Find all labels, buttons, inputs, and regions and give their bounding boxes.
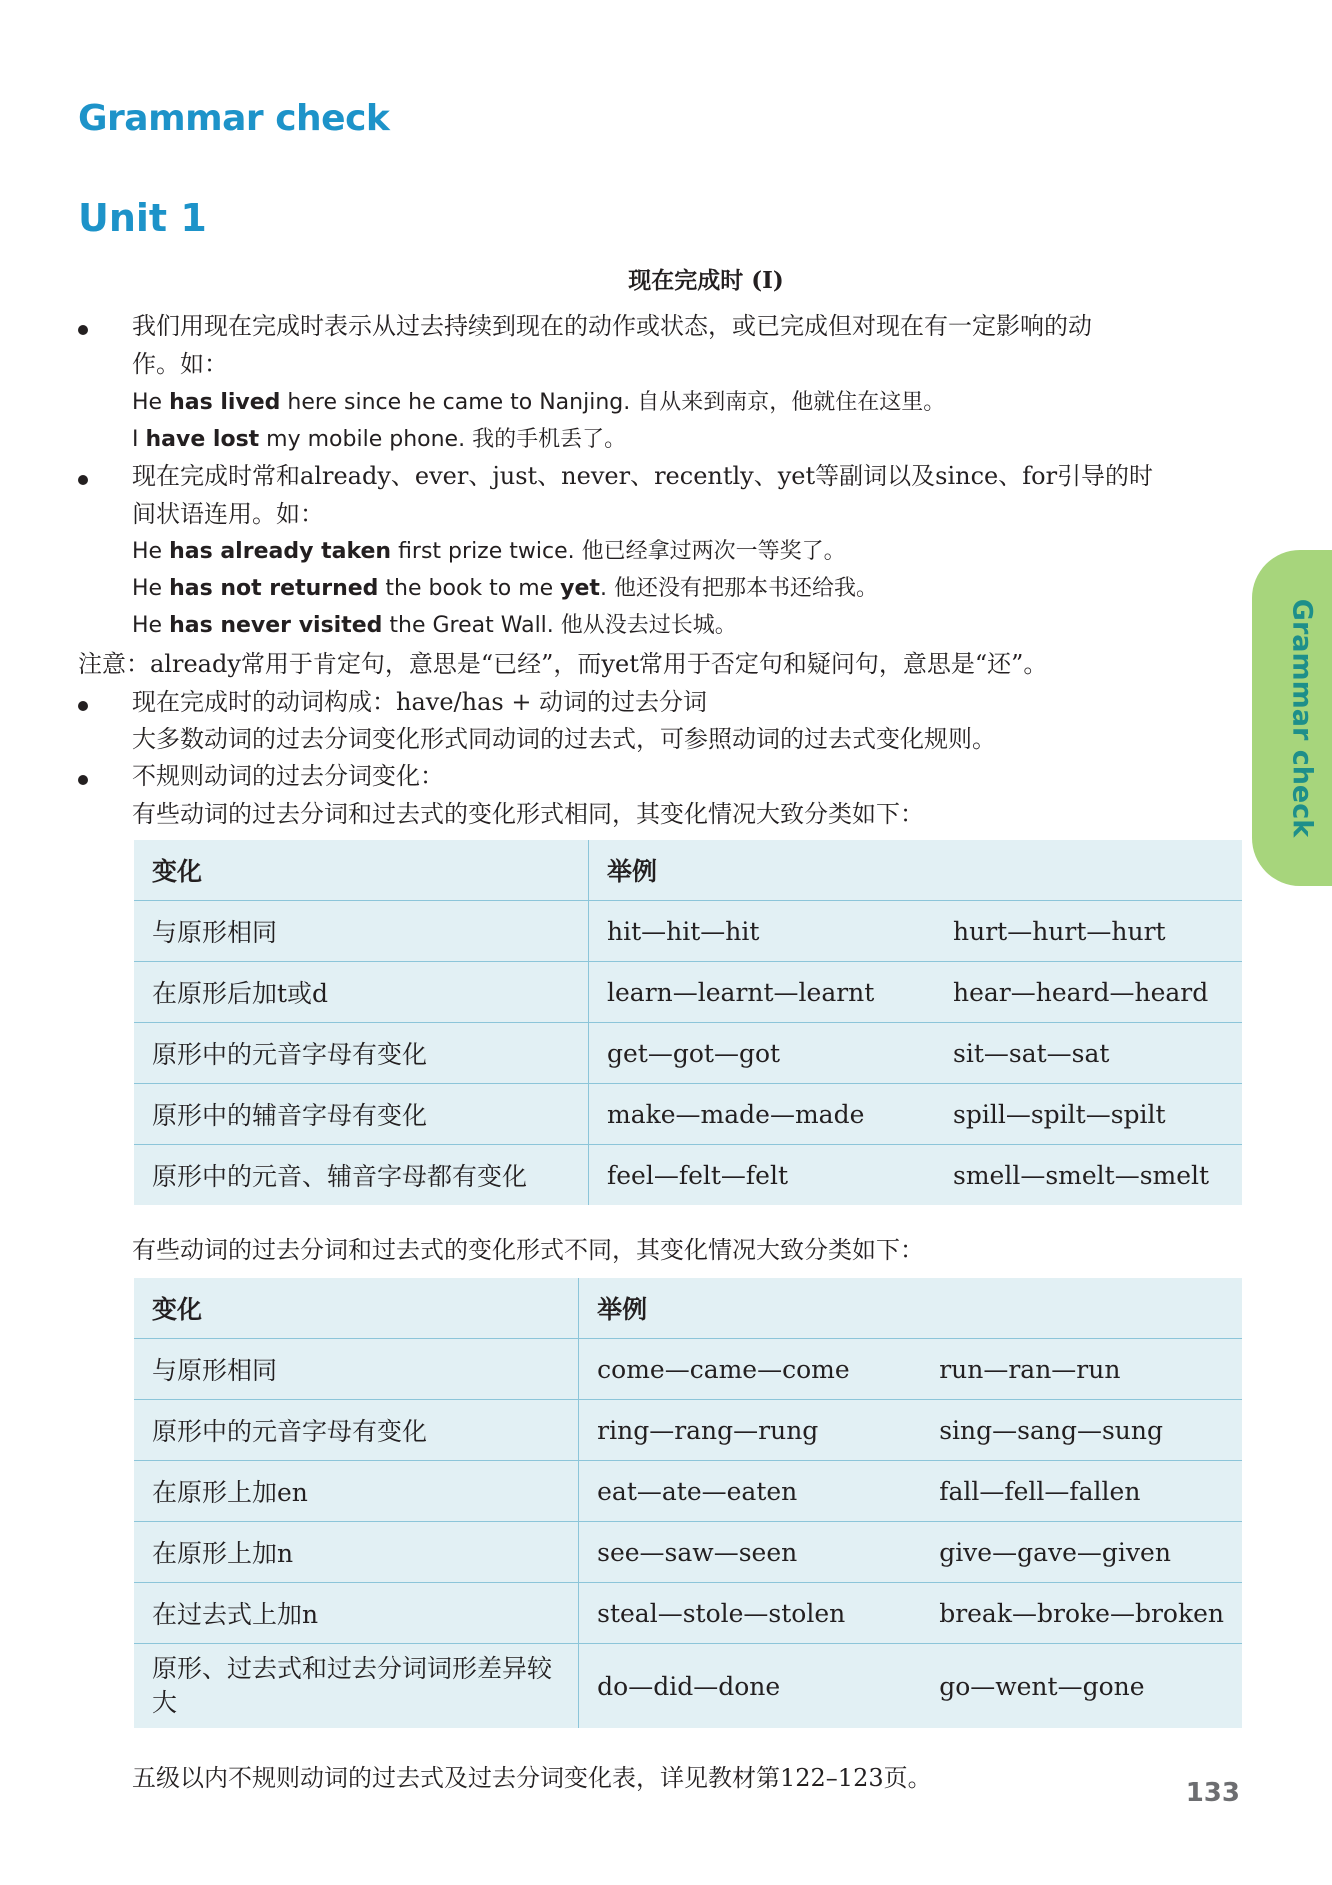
irregular-line-2: 有些动词的过去分词和过去式的变化形式相同，其变化情况大致分类如下： <box>132 800 924 828</box>
bullet-dot <box>78 475 88 485</box>
table-row: 原形中的元音字母有变化 get—got—got sit—sat—sat <box>134 1023 1242 1084</box>
table-row: 原形中的元音、辅音字母都有变化 feel—felt—felt smell—smelt—smelt <box>134 1145 1242 1206</box>
between-tables: 有些动词的过去分词和过去式的变化形式不同，其变化情况大致分类如下： <box>132 1236 924 1264</box>
side-tab <box>1252 550 1332 886</box>
bullet-dot <box>78 775 88 785</box>
unit-title: Unit 1 <box>78 196 207 240</box>
bullet-dot <box>78 701 88 711</box>
table-row: 在原形上加en eat—ate—eaten fall—fell—fallen <box>134 1461 1242 1522</box>
page-number: 133 <box>1185 1778 1240 1808</box>
example-1: He has lived here since he came to Nanjing. 自从来到南京，他就住在这里。 <box>132 390 946 415</box>
table-row: 在过去式上加n steal—stole—stolen break—broke—broken <box>134 1583 1242 1644</box>
table-row: 与原形相同 come—came—come run—ran—run <box>134 1339 1242 1400</box>
intro-line-2: 作。如： <box>132 350 228 378</box>
irregular-line-1: 不规则动词的过去分词变化： <box>132 762 444 790</box>
header-change: 变化 <box>134 840 589 901</box>
intro-line-1: 我们用现在完成时表示从过去持续到现在的动作或状态，或已完成但对现在有一定影响的动 <box>132 312 1092 340</box>
note: 注意：already常用于肯定句，意思是“已经”，而yet常用于否定句和疑问句，意思是“还”。 <box>78 650 1048 678</box>
adverbs-line-2: 间状语连用。如： <box>132 500 324 528</box>
form-line-1: 现在完成时的动词构成：have/has + 动词的过去分词 <box>132 688 708 716</box>
header-example: 举例 <box>579 1278 1242 1339</box>
section-title <box>0 262 1332 295</box>
example-2: I have lost my mobile phone. 我的手机丢了。 <box>132 427 627 452</box>
table-row: 原形中的辅音字母有变化 make—made—made spill—spilt—spilt <box>134 1084 1242 1145</box>
bullet-dot <box>78 325 88 335</box>
example-5: He has never visited the Great Wall. 他从没去过长城。 <box>132 613 737 638</box>
table-row: 在原形上加n see—saw—seen give—gave—given <box>134 1522 1242 1583</box>
header-change: 变化 <box>134 1278 579 1339</box>
table-row: 原形、过去式和过去分词词形差异较大 do—did—done go—went—gone <box>134 1644 1242 1729</box>
table-header-row <box>134 840 1242 901</box>
example-4: He has not returned the book to me yet. 他还没有把那本书还给我。 <box>132 576 878 601</box>
footer-note: 五级以内不规则动词的过去式及过去分词变化表，详见教材第122–123页。 <box>132 1764 932 1792</box>
form-line-2: 大多数动词的过去分词变化形式同动词的过去式，可参照动词的过去式变化规则。 <box>132 725 996 753</box>
table-header-row <box>134 1278 1242 1339</box>
adverbs-line-1: 现在完成时常和already、ever、just、never、recently、yet等副词以及since、for引导的时 <box>132 462 1154 490</box>
table-same-forms <box>134 840 1242 1205</box>
example-3: He has already taken first prize twice. 他已经拿过两次一等奖了。 <box>132 539 846 564</box>
header-example: 举例 <box>589 840 1243 901</box>
table-row: 与原形相同 hit—hit—hit hurt—hurt—hurt <box>134 901 1242 962</box>
table-different-forms <box>134 1278 1242 1728</box>
table-row: 原形中的元音字母有变化 ring—rang—rung sing—sang—sung <box>134 1400 1242 1461</box>
table-row: 在原形后加t或d learn—learnt—learnt hear—heard—heard <box>134 962 1242 1023</box>
heading: Grammar check <box>78 98 390 139</box>
section-title-text: 现在完成时 (I) <box>628 267 784 294</box>
side-tab-label: Grammar check <box>1286 598 1318 838</box>
